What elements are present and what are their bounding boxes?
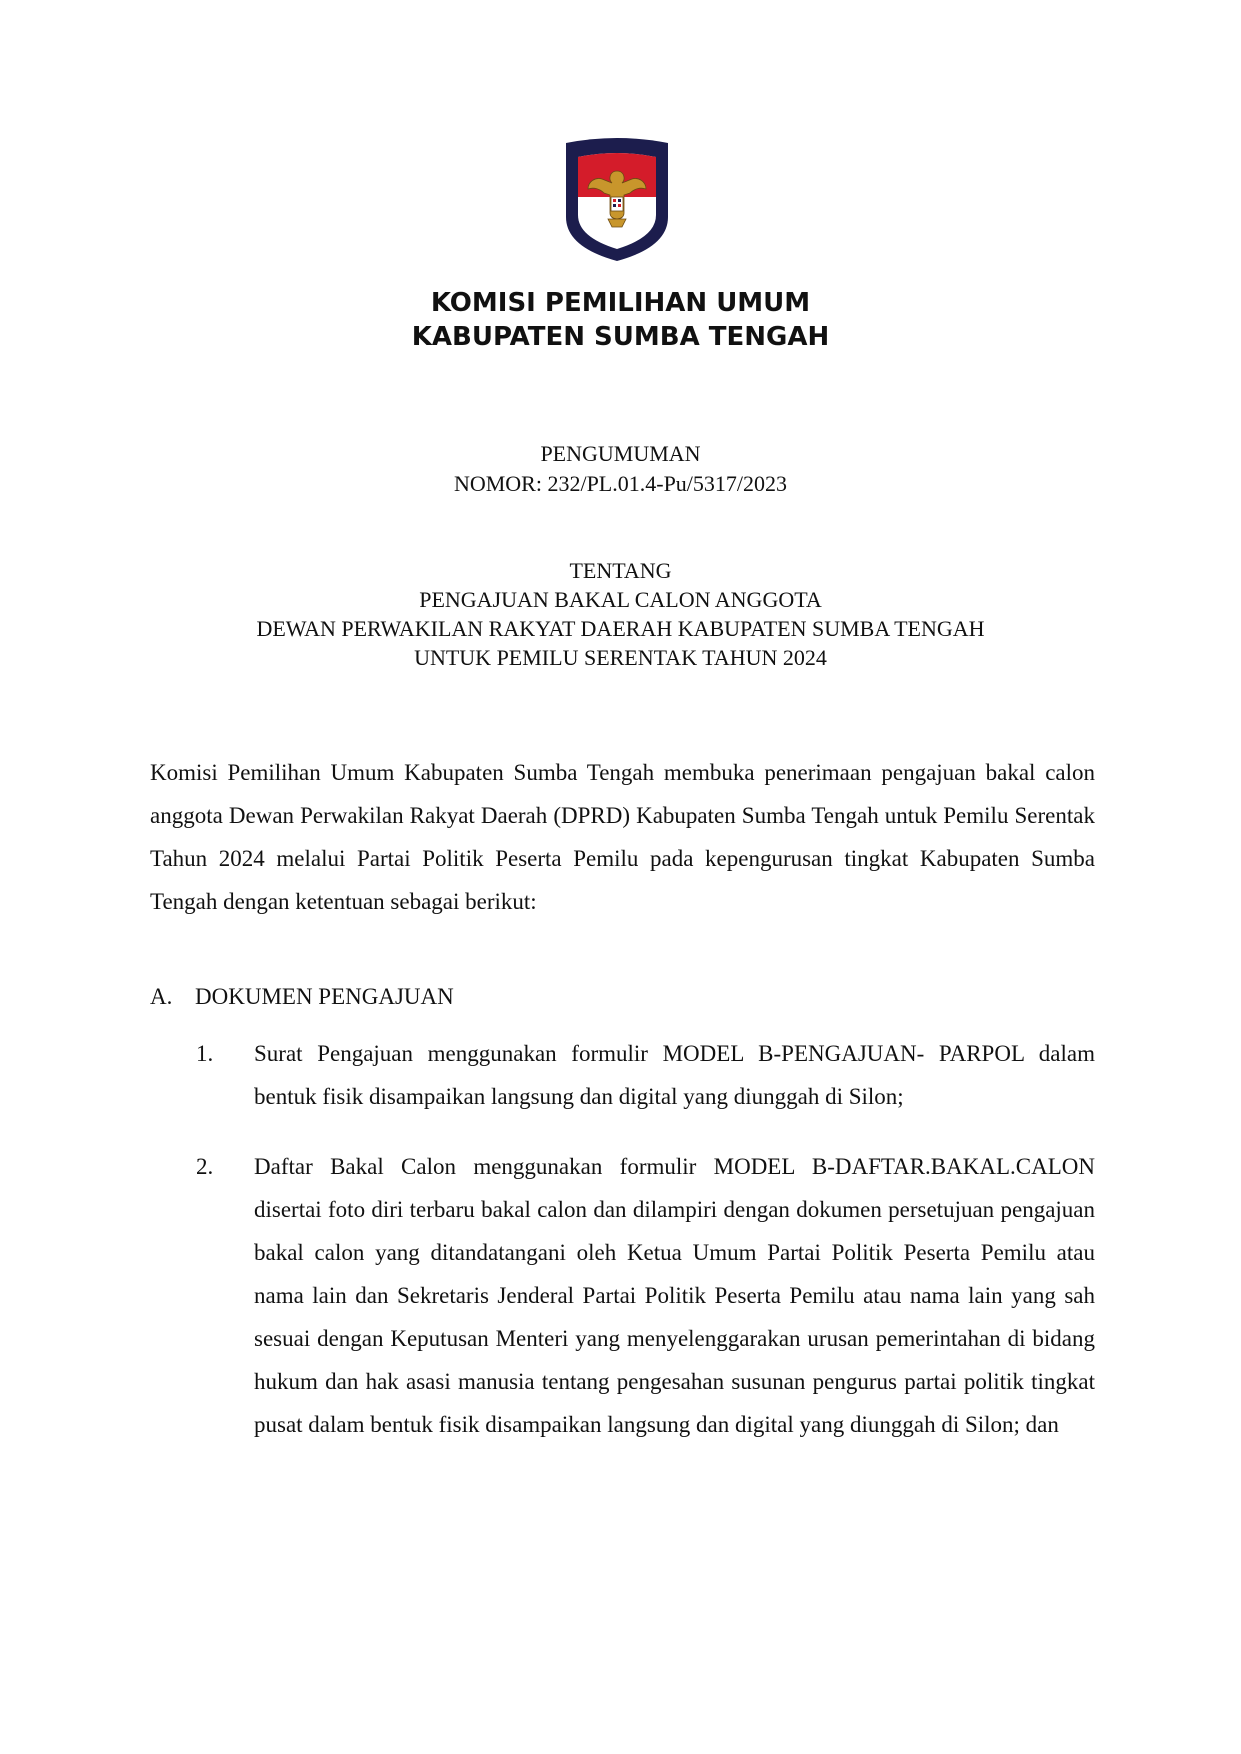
list-item <box>196 1032 1095 1118</box>
about-line: UNTUK PEMILU SERENTAK TAHUN 2024 <box>414 645 827 670</box>
list-item <box>196 1145 1095 1446</box>
about-line: PENGAJUAN BAKAL CALON ANGGOTA <box>419 587 822 612</box>
intro-paragraph: Komisi Pemilihan Umum Kabupaten Sumba Tengah membuka penerimaan pengajuan bakal calon anggota Dewan Perwakilan Rakyat Daerah (DPRD) Kabupaten Sumba Tengah untuk Pemilu Serentak Tahun 2024 melalui Partai Politik Peserta Pemilu pada kepengurusan tingkat Kabupaten Sumba Tengah dengan ketentuan sebagai berikut: <box>150 760 1095 914</box>
kpu-logo <box>558 135 676 263</box>
list-item-number: 1. <box>196 1041 214 1066</box>
section-a-label: A. <box>150 984 173 1009</box>
list-item-number: 2. <box>196 1154 214 1179</box>
about-line: DEWAN PERWAKILAN RAKYAT DAERAH KABUPATEN SUMBA TENGAH <box>256 616 985 641</box>
org-name-line2: KABUPATEN SUMBA TENGAH <box>411 322 830 352</box>
list-item-text: Surat Pengajuan menggunakan formulir MODEL B-PENGAJUAN- PARPOL dalam bentuk fisik disampaikan langsung dan digital yang diunggah di Silon; <box>254 1041 1095 1109</box>
about-block <box>0 556 1241 672</box>
announcement-title: PENGUMUMAN <box>540 441 701 466</box>
section-a-heading <box>150 982 454 1012</box>
section-a-title: DOKUMEN PENGAJUAN <box>195 984 454 1009</box>
org-name-line1: KOMISI PEMILIHAN UMUM <box>430 288 811 318</box>
about-label: TENTANG <box>569 558 672 583</box>
list-item-text: Daftar Bakal Calon menggunakan formulir MODEL B-DAFTAR.BAKAL.CALON disertai foto diri terbaru bakal calon dan dilampiri dengan dokumen persetujuan pengajuan bakal calon yang ditandatangani oleh Ketua Umum Partai Politik Peserta Pemilu atau nama lain dan Sekretaris Jenderal Partai Politik Peserta Pemilu atau nama lain yang sah sesuai dengan Keputusan Menteri yang menyelenggarakan urusan pemerintahan di bidang hukum dan hak asasi manusia tentang pengesahan susunan pengurus partai politik tingkat pusat dalam bentuk fisik disampaikan langsung dan digital yang diunggah di Silon; dan <box>254 1154 1095 1437</box>
announcement-number: NOMOR: 232/PL.01.4-Pu/5317/2023 <box>453 471 788 496</box>
